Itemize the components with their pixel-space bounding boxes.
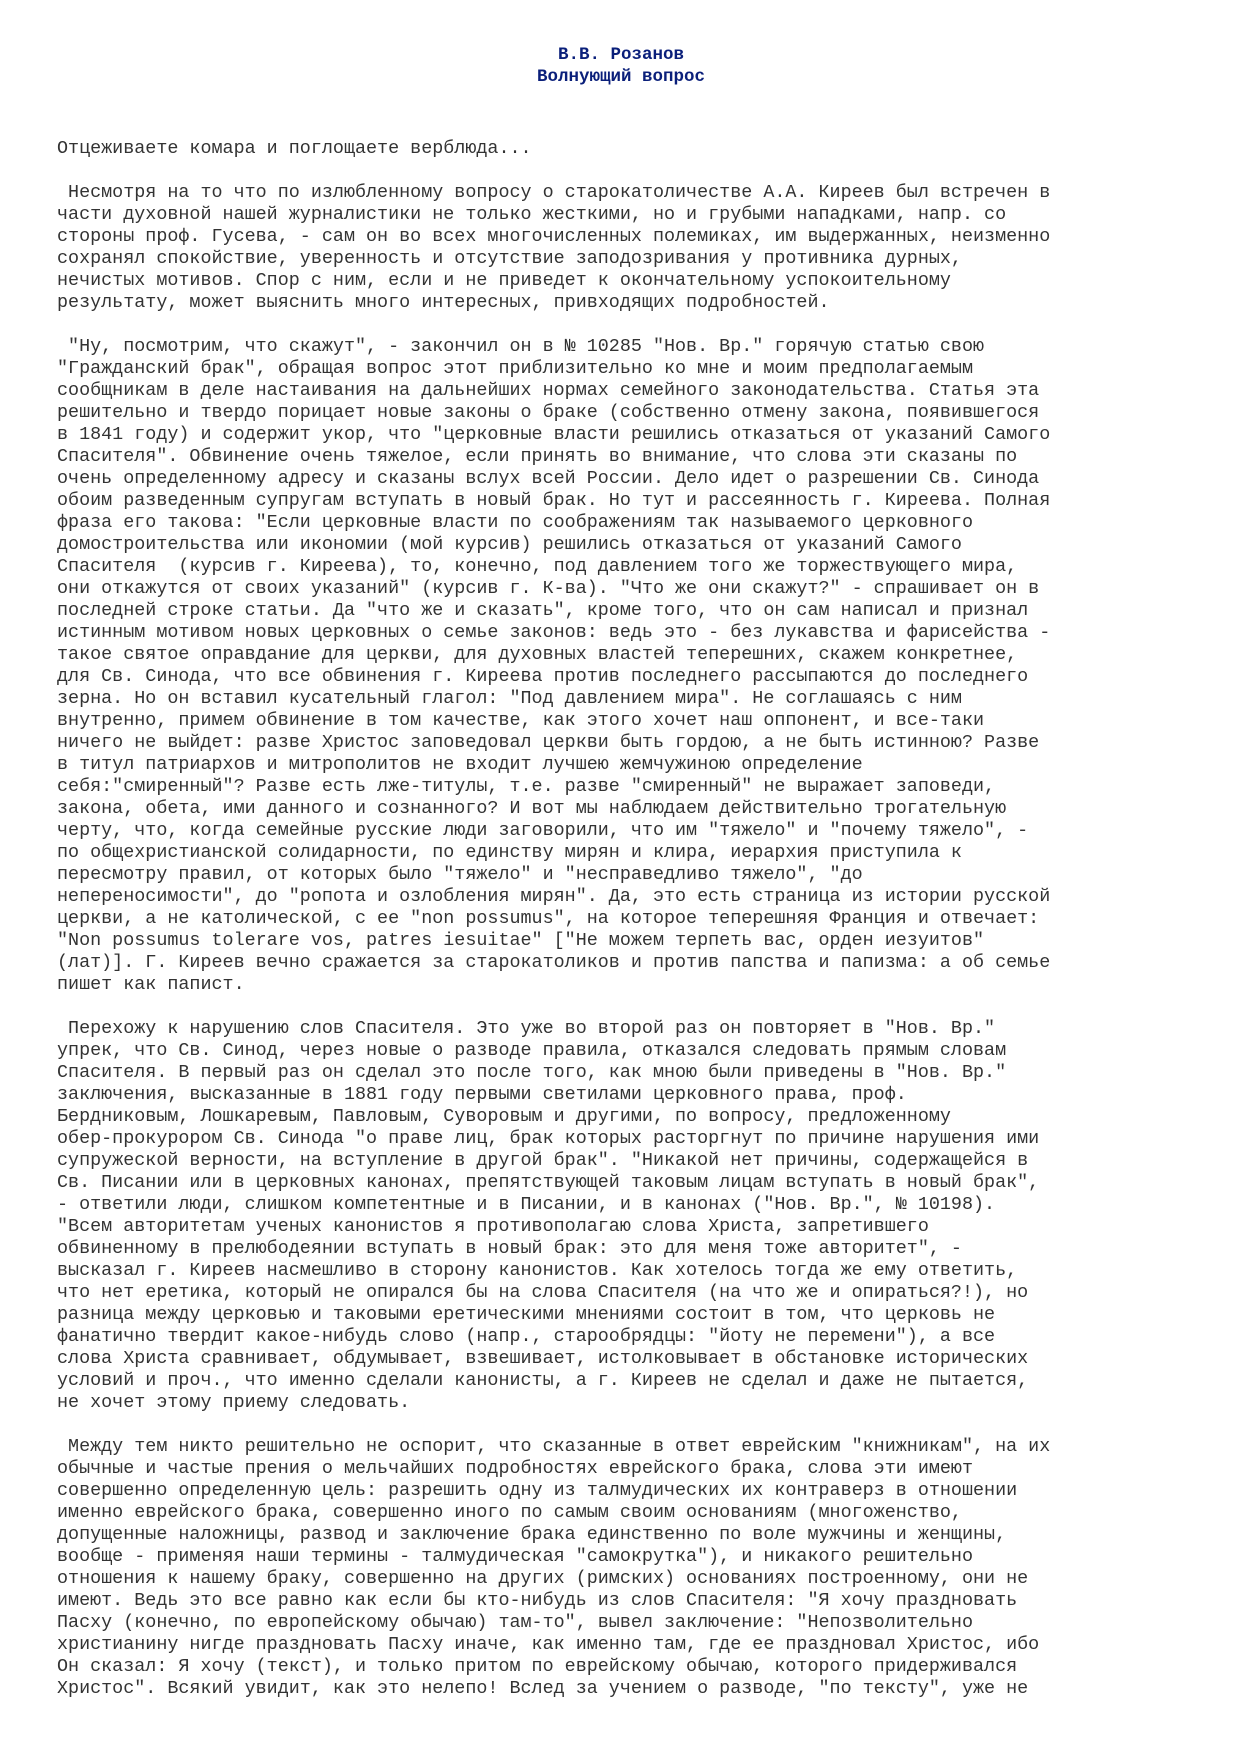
text-line: в 1841 году) и содержит укор, что "церковные власти решились отказаться от указаний Самого <box>57 424 1051 445</box>
text-line: решительно и твердо порицает новые законы о браке (собственно отмену закона, появившегося <box>57 402 1040 423</box>
text-line: отношения к нашему браку, совершенно на других (римских) основаниях построенному, они не <box>57 1568 1029 1589</box>
text-line: "Всем авторитетам ученых канонистов я противополагаю слова Христа, запретившего <box>57 1216 929 1237</box>
text-line: себя:"смиренный"? Разве есть лже-титулы, т.е. разве "смиренный" не выражает заповеди, <box>57 776 996 797</box>
text-line: - ответили люди, слишком компетентные и в Писании, и в канонах ("Нов. Вр.", № 10198). <box>57 1194 996 1215</box>
text-line: нечистых мотивов. Спор с ним, если и не приведет к окончательному успокоительному <box>57 270 951 291</box>
text-line: пишет как папист. <box>57 974 245 995</box>
text-line: не хочет этому приему следовать. <box>57 1392 411 1413</box>
text-line: христианину нигде праздновать Пасху иначе, как именно там, где ее праздновал Христос, ибо <box>57 1634 1040 1655</box>
text-line: для Св. Синода, что все обвинения г. Киреева против последнего рассыпаются до последнего <box>57 666 1029 687</box>
text-line: фанатично твердит какое-нибудь слово (напр., старообрядцы: "йоту не перемени"), а все <box>57 1326 996 1347</box>
text-line: части духовной нашей журналистики не только жесткими, но и грубыми нападками, напр. со <box>57 204 1007 225</box>
text-line: "Non possumus tolerare vos, patres iesuitae" ["Не можем терпеть вас, орден иезуитов" <box>57 930 985 951</box>
text-line: непереносимости", до "ропота и озлобления мирян". Да, это есть страница из истории русской <box>57 886 1051 907</box>
text-line: Он сказал: Я хочу (текст), и только притом по еврейскому обычаю, которого придерживался <box>57 1656 1018 1677</box>
text-line: Бердниковым, Лошкаревым, Павловым, Суворовым и другими, по вопросу, предложенному <box>57 1106 951 1127</box>
text-line: по общехристианской солидарности, по единству мирян и клира, иерархия приступила к <box>57 842 962 863</box>
paragraph <box>57 1436 1197 1700</box>
text-line: Спасителя (курсив г. Киреева), то, конечно, под давлением того же торжествующего мира, <box>57 556 1018 577</box>
document-body <box>57 138 1197 1722</box>
text-line: Спасителя". Обвинение очень тяжелое, если принять во внимание, что слова эти сказаны по <box>57 446 1018 467</box>
text-line: истинным мотивом новых церковных о семье законов: ведь это - без лукавства и фарисейства - <box>57 622 1051 643</box>
text-line: Спасителя. В первый раз он сделал это после того, как мною были приведены в "Нов. Вр." <box>57 1062 1007 1083</box>
text-line: зерна. Но он вставил кусательный глагол: "Под давлением мира". Не соглашаясь с ним <box>57 688 962 709</box>
text-line: Св. Писании или в церковных канонах, препятствующей таковым лицам вступать в новый брак", <box>57 1172 1040 1193</box>
text-line: такое святое оправдание для церкви, для духовных властей теперешних, скажем конкретнее, <box>57 644 1018 665</box>
text-line: ничего не выйдет: разве Христос заповедовал церкви быть гордою, а не быть истинною? Разве <box>57 732 1040 753</box>
paragraph <box>57 336 1197 996</box>
text-line: слова Христа сравнивает, обдумывает, взвешивает, истолковывает в обстановке исторических <box>57 1348 1029 1369</box>
text-line: совершенно определенную цель: разрешить одну из талмудических их контраверз в отношении <box>57 1480 1018 1501</box>
text-line: Перехожу к нарушению слов Спасителя. Это уже во второй раз он повторяет в "Нов. Вр." <box>57 1018 996 1039</box>
text-line: что нет еретика, который не опирался бы на слова Спасителя (на что же и опираться?!), но <box>57 1282 1029 1303</box>
text-line: упрек, что Св. Синод, через новые о разводе правила, отказался следовать прямым словам <box>57 1040 1007 1061</box>
text-line: разница между церковью и таковыми еретическими мнениями состоит в том, что церковь не <box>57 1304 996 1325</box>
text-line: условий и проч., что именно сделали канонисты, а г. Киреев не сделал и даже не пытается, <box>57 1370 1029 1391</box>
text-line: церкви, а не католической, с ее "non possumus", на которое теперешняя Франция и отвечает: <box>57 908 1040 929</box>
text-line: супружеской верности, на вступление в другой брак". "Никакой нет причины, содержащейся в <box>57 1150 1029 1171</box>
text-line: закона, обета, ими данного и сознанного? И вот мы наблюдаем действительно трогательную <box>57 798 1007 819</box>
text-line: обвиненному в прелюбодеянии вступать в новый брак: это для меня тоже авторитет", - <box>57 1238 962 1259</box>
text-line: последней строке статьи. Да "что же и сказать", кроме того, что он сам написал и признал <box>57 600 1029 621</box>
text-line: вообще - применяя наши термины - талмудическая "самокрутка"), и никакого решительно <box>57 1546 974 1567</box>
paragraph <box>57 138 1197 160</box>
paragraph <box>57 1018 1197 1414</box>
text-line: Отцеживаете комара и поглощаете верблюда... <box>57 138 532 159</box>
author-name: В.В. Розанов <box>557 45 685 65</box>
text-line: Христос". Всякий увидит, как это нелепо! Вслед за учением о разводе, "по тексту", уже не <box>57 1678 1029 1699</box>
text-line: пересмотру правил, от которых было "тяжело" и "несправедливо тяжело", "до <box>57 864 863 885</box>
text-line: сообщникам в деле настаивания на дальнейших нормах семейного законодательства. Статья эта <box>57 380 1040 401</box>
text-line: именно еврейского брака, совершенно иного по самым своим основаниям (многоженство, <box>57 1502 962 1523</box>
text-line: имеют. Ведь это все равно как если бы кто-нибудь из слов Спасителя: "Я хочу праздновать <box>57 1590 1018 1611</box>
text-line: (лат)]. Г. Киреев вечно сражается за старокатоликов и против папства и папизма: а об семье <box>57 952 1051 973</box>
text-line: черту, что, когда семейные русские люди заговорили, что им "тяжело" и "почему тяжело", - <box>57 820 1029 841</box>
text-line: "Гражданский брак", обращая вопрос этот приблизительно ко мне и моим предполагаемым <box>57 358 974 379</box>
text-line: в титул патриархов и митрополитов не входит лучшею жемчужиною определение <box>57 754 863 775</box>
text-line: Несмотря на то что по излюбленному вопросу о старокатоличестве А.А. Киреев был встречен в <box>57 182 1051 203</box>
document-title: Волнующий вопрос <box>536 67 706 87</box>
text-line: стороны проф. Гусева, - сам он во всех многочисленных полемиках, им выдержанных, неизменно <box>57 226 1051 247</box>
text-line: Пасху (конечно, по европейскому обычаю) там-то", вывел заключение: "Непозволительно <box>57 1612 974 1633</box>
text-line: Между тем никто решительно не оспорит, что сказанные в ответ еврейским "книжникам", на их <box>57 1436 1051 1457</box>
text-line: очень определенному адресу и сказаны вслух всей России. Дело идет о разрешении Св. Синода <box>57 468 1040 489</box>
text-line: внутренно, примем обвинение в том качестве, как этого хочет наш оппонент, и все-таки <box>57 710 985 731</box>
document-header <box>0 44 1242 88</box>
text-line: обер-прокурором Св. Синода "о праве лиц, брак которых расторгнут по причине нарушения ими <box>57 1128 1040 1149</box>
text-line: домостроительства или икономии (мой курсив) решились отказаться от указаний Самого <box>57 534 962 555</box>
text-line: высказал г. Киреев насмешливо в сторону канонистов. Как хотелось тогда же ему ответить, <box>57 1260 1018 1281</box>
text-line: результату, может выяснить много интересных, привходящих подробностей. <box>57 292 830 313</box>
text-line: они откажутся от своих указаний" (курсив г. К-ва). "Что же они скажут?" - спрашивает он в <box>57 578 1040 599</box>
text-line: "Ну, посмотрим, что скажут", - закончил он в № 10285 "Нов. Вр." горячую статью свою <box>57 336 985 357</box>
text-line: обоим разведенным супругам вступать в новый брак. Но тут и рассеянность г. Киреева. Полная <box>57 490 1051 511</box>
text-line: заключения, высказанные в 1881 году первыми светилами церковного права, проф. <box>57 1084 907 1105</box>
text-line: фраза его такова: "Если церковные власти по соображениям так называемого церковного <box>57 512 974 533</box>
paragraph <box>57 182 1197 314</box>
text-line: допущенные наложницы, развод и заключение брака единственно по воле мужчины и женщины, <box>57 1524 1007 1545</box>
text-line: обычные и частые прения о мельчайших подробностях еврейского брака, слова эти имеют <box>57 1458 974 1479</box>
text-line: сохранял спокойствие, уверенность и отсутствие заподозривания у противника дурных, <box>57 248 962 269</box>
